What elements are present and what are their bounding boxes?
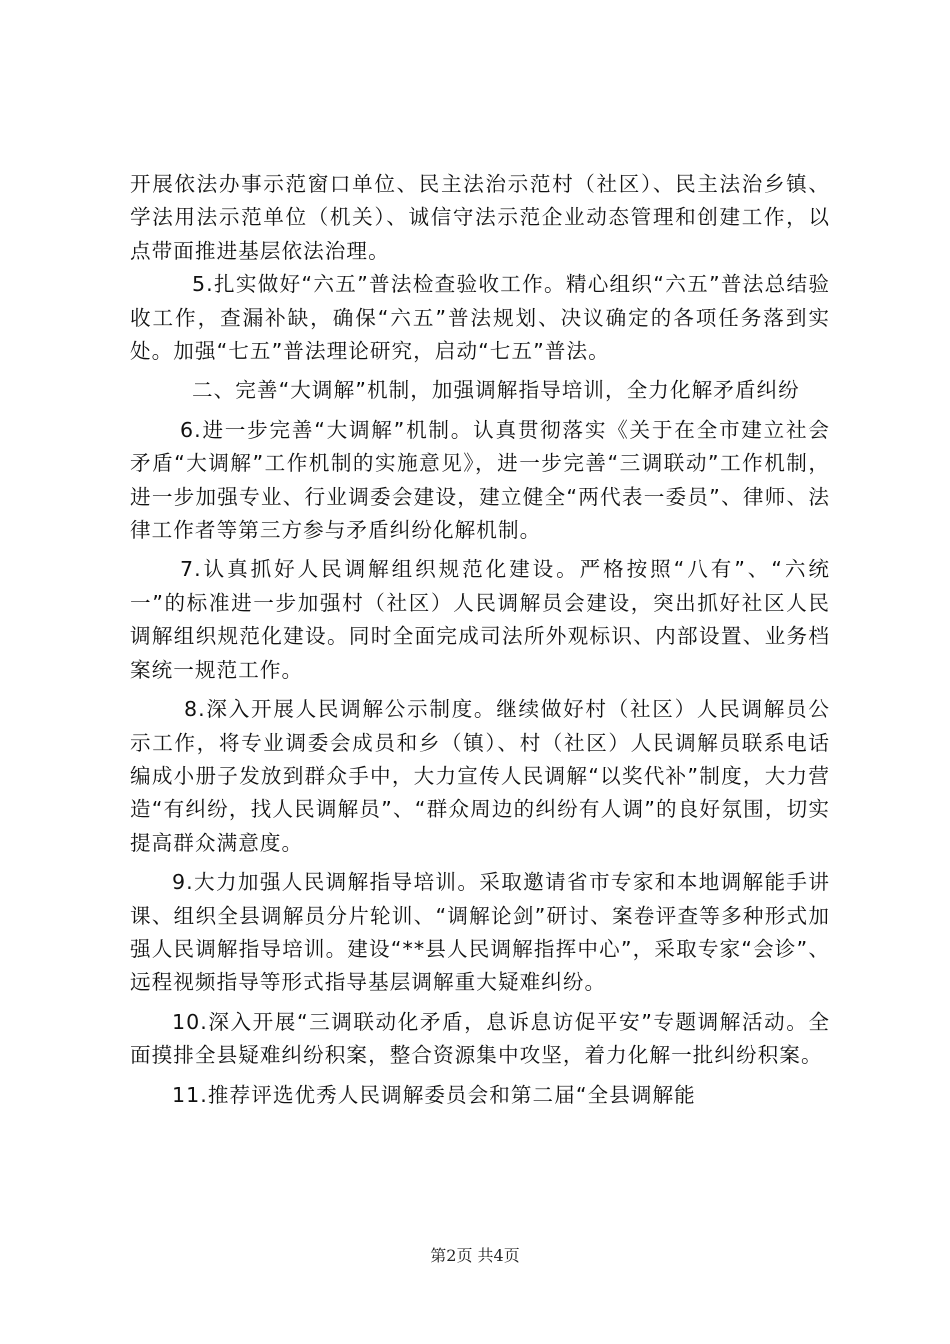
paragraph-item-5: 5.扎实做好“六五”普法检查验收工作。精心组织“六五”普法总结验收工作，查漏补缺，确保“六五”普法规划、决议确定的各项任务落到实处。加强“七五”普法理论研究，启动“七五”普法。 (130, 272, 830, 364)
paragraph-item-8: 8.深入开展人民调解公示制度。继续做好村（社区）人民调解员公示工作，将专业调委会成员和乡（镇）、村（社区）人民调解员联系电话编成小册子发放到群众手中，大力宣传人民调解“以奖代补”制度，大力营造“有纠纷，找人民调解员”、“群众周边的纠纷有人调”的良好氛围，切实提高群众满意度。 (130, 697, 830, 855)
page-number-footer: 第2页 共4页 (430, 1246, 520, 1265)
document-body (130, 168, 830, 1112)
paragraph-item-7: 7.认真抓好人民调解组织规范化建设。严格按照“八有”、“六统一”的标准进一步加强村（社区）人民调解员会建设，突出抓好社区人民调解组织规范化建设。同时全面完成司法所外观标识、内部设置、业务档案统一规范工作。 (130, 557, 830, 682)
paragraph-item-11: 11.推荐评选优秀人民调解委员会和第二届“全县调解能 (172, 1082, 696, 1107)
paragraph-item-9: 9.大力加强人民调解指导培训。采取邀请省市专家和本地调解能手讲课、组织全县调解员分片轮训、“调解论剑”研讨、案卷评查等多种形式加强人民调解指导培训。建设“**县人民调解指挥中心”，采取专家“会诊”、远程视频指导等形式指导基层调解重大疑难纠纷。 (130, 870, 830, 995)
paragraph-continuation: 开展依法办事示范窗口单位、民主法治示范村（社区）、民主法治乡镇、学法用法示范单位（机关）、诚信守法示范企业动态管理和创建工作，以点带面推进基层依法治理。 (130, 172, 830, 263)
paragraph-item-10: 10.深入开展“三调联动化矛盾，息诉息访促平安”专题调解活动。全面摸排全县疑难纠纷积案，整合资源集中攻坚，着力化解一批纠纷积案。 (130, 1009, 830, 1068)
section-heading-2: 二、完善“大调解”机制，加强调解指导培训，全力化解矛盾纠纷 (192, 378, 800, 403)
paragraph-item-6: 6.进一步完善“大调解”机制。认真贯彻落实《关于在全市建立社会矛盾“大调解”工作机制的实施意见》，进一步完善“三调联动”工作机制，进一步加强专业、行业调委会建设，建立健全“两代表一委员”、律师、法律工作者等第三方参与矛盾纠纷化解机制。 (130, 417, 830, 543)
